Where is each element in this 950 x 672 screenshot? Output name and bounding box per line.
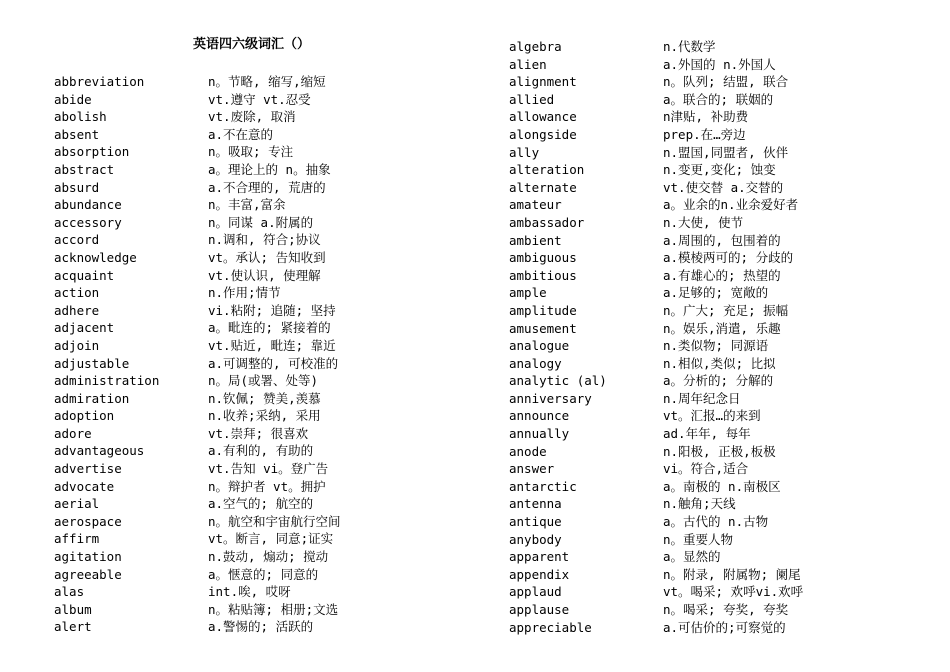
entry-word: absurd <box>54 179 100 195</box>
vocabulary-column-right <box>509 38 929 636</box>
entry-definition: vt.遵守 vt.忍受 <box>208 91 311 107</box>
vocabulary-entry <box>509 320 929 338</box>
vocabulary-entry <box>509 443 929 461</box>
entry-definition: n.鼓动, 煽动; 搅动 <box>208 549 329 565</box>
entry-word: abstract <box>54 161 115 177</box>
entry-word: abolish <box>54 109 107 125</box>
entry-definition: n.触角;天线 <box>663 496 736 512</box>
vocabulary-entry <box>509 73 929 91</box>
entry-word: album <box>54 601 92 617</box>
entry-word: appendix <box>509 566 570 582</box>
entry-word: abbreviation <box>54 74 145 89</box>
entry-definition: n.变更,变化; 蚀变 <box>663 162 776 178</box>
entry-definition: vt。断言, 同意;证实 <box>208 531 334 547</box>
entry-definition: a。南极的 n.南极区 <box>663 478 781 494</box>
entry-definition: a.外国的 n.外国人 <box>663 56 776 72</box>
entry-word: adhere <box>54 302 100 318</box>
entry-definition: a.不合理的, 荒唐的 <box>208 179 326 195</box>
vocabulary-entry <box>509 566 929 584</box>
entry-word: abide <box>54 91 92 107</box>
entry-word: amplitude <box>509 302 577 318</box>
entry-definition: vt。汇报…的来到 <box>663 408 761 424</box>
entry-definition: n.收养;采纳, 采用 <box>208 408 321 424</box>
entry-word: analogy <box>509 355 562 371</box>
vocabulary-entry <box>54 267 474 285</box>
entry-definition: a。分析的; 分解的 <box>663 373 774 389</box>
entry-word: alert <box>54 619 92 635</box>
vocabulary-entry <box>54 214 474 232</box>
entry-word: allied <box>509 91 555 107</box>
entry-definition: n.相似,类似; 比拟 <box>663 355 776 371</box>
entry-definition: n.钦佩; 赞美,羡慕 <box>208 390 321 406</box>
vocabulary-entry <box>54 73 474 91</box>
entry-word: acquaint <box>54 267 115 283</box>
vocabulary-entry <box>509 478 929 496</box>
vocabulary-entry <box>509 425 929 443</box>
vocabulary-entry <box>54 601 474 619</box>
vocabulary-entry <box>509 232 929 250</box>
entry-definition: n。节略, 缩写,缩短 <box>208 74 326 89</box>
entry-definition: vt.告知 vi。登广告 <box>208 461 329 477</box>
vocabulary-entry <box>54 231 474 249</box>
vocabulary-entry <box>54 179 474 197</box>
vocabulary-entry <box>54 143 474 161</box>
entry-word: algebra <box>509 39 562 54</box>
vocabulary-entry <box>54 108 474 126</box>
entry-definition: vt.崇拜; 很喜欢 <box>208 425 309 441</box>
vocabulary-entry <box>54 618 474 636</box>
entry-word: abundance <box>54 197 122 213</box>
entry-word: admiration <box>54 390 130 406</box>
entry-definition: a.周围的, 包围着的 <box>663 232 781 248</box>
entry-definition: n。娱乐,消遣, 乐趣 <box>663 320 781 336</box>
entry-definition: vt.使交替 a.交替的 <box>663 179 784 195</box>
entry-word: affirm <box>54 531 100 547</box>
vocabulary-entry <box>54 126 474 144</box>
entry-word: alien <box>509 56 547 72</box>
entry-word: applause <box>509 602 570 617</box>
entry-definition: n。附录, 附属物; 阑尾 <box>663 566 801 582</box>
vocabulary-entry <box>509 126 929 144</box>
vocabulary-column-left <box>54 73 474 636</box>
entry-definition: a。古代的 n.古物 <box>663 514 769 530</box>
entry-definition: n.作用;情节 <box>208 285 281 301</box>
vocabulary-entry <box>509 302 929 320</box>
entry-word: absorption <box>54 144 130 160</box>
vocabulary-entry <box>509 284 929 302</box>
entry-word: adjacent <box>54 320 115 336</box>
entry-definition: n.大使, 使节 <box>663 214 744 230</box>
entry-word: adjustable <box>54 355 130 371</box>
entry-definition: n。航空和宇宙航行空间 <box>208 513 341 529</box>
vocabulary-entry <box>509 337 929 355</box>
entry-word: action <box>54 285 100 301</box>
entry-definition: n。广大; 充足; 振幅 <box>663 302 789 318</box>
entry-definition: n.周年纪念日 <box>663 390 741 406</box>
entry-definition: vi.粘附; 追随; 坚持 <box>208 302 336 318</box>
entry-definition: n。辩护者 vt。拥护 <box>208 478 326 494</box>
vocabulary-entry <box>54 513 474 531</box>
entry-word: anniversary <box>509 390 592 406</box>
entry-definition: vt。承认; 告知收到 <box>208 249 326 265</box>
entry-word: accessory <box>54 214 122 230</box>
vocabulary-entry <box>509 214 929 232</box>
entry-definition: vt.废除, 取消 <box>208 109 296 125</box>
entry-word: allowance <box>509 109 577 125</box>
entry-word: adjoin <box>54 337 100 353</box>
vocabulary-entry <box>509 38 929 56</box>
entry-word: antarctic <box>509 478 577 494</box>
entry-word: accord <box>54 232 100 248</box>
entry-definition: vi。符合,适合 <box>663 461 749 477</box>
entry-word: ambient <box>509 232 562 248</box>
entry-word: anode <box>509 443 547 459</box>
entry-definition: a.不在意的 <box>208 126 274 142</box>
vocabulary-entry <box>509 407 929 425</box>
entry-definition: a.有雄心的; 热望的 <box>663 267 781 283</box>
entry-word: applaud <box>509 584 562 600</box>
entry-definition: n.调和, 符合;协议 <box>208 232 321 248</box>
vocabulary-entry <box>509 390 929 408</box>
entry-word: absent <box>54 126 100 142</box>
entry-definition: a.可调整的, 可校准的 <box>208 355 339 371</box>
vocabulary-entry <box>54 478 474 496</box>
vocabulary-entry <box>54 196 474 214</box>
vocabulary-entry <box>509 495 929 513</box>
entry-definition: n.代数学 <box>663 39 716 54</box>
entry-definition: a.空气的; 航空的 <box>208 496 314 512</box>
entry-word: aerial <box>54 496 100 512</box>
page-title: 英语四六级词汇（） <box>193 37 311 52</box>
entry-definition: vt.使认识, 使理解 <box>208 267 321 283</box>
entry-word: amusement <box>509 320 577 336</box>
vocabulary-entry <box>54 530 474 548</box>
vocabulary-entry <box>509 108 929 126</box>
vocabulary-entry <box>54 91 474 109</box>
entry-word: agitation <box>54 549 122 565</box>
entry-word: ally <box>509 144 540 160</box>
entry-word: annually <box>509 426 570 442</box>
vocabulary-entry <box>54 407 474 425</box>
vocabulary-entry <box>54 249 474 267</box>
entry-definition: a.模棱两可的; 分歧的 <box>663 250 794 266</box>
entry-word: analogue <box>509 338 570 354</box>
entry-definition: n。粘贴簿; 相册;文选 <box>208 601 339 617</box>
entry-word: agreeable <box>54 566 122 582</box>
entry-definition: n.盟国,同盟者, 伙伴 <box>663 144 789 160</box>
vocabulary-entry <box>54 372 474 390</box>
entry-definition: a。毗连的; 紧接着的 <box>208 320 331 336</box>
vocabulary-entry <box>509 513 929 531</box>
entry-word: alteration <box>509 162 585 178</box>
vocabulary-entry <box>509 179 929 197</box>
entry-definition: n。重要人物 <box>663 531 734 547</box>
entry-definition: vt。喝采; 欢呼vi.欢呼 <box>663 584 804 600</box>
vocabulary-entry <box>54 302 474 320</box>
entry-word: advantageous <box>54 443 145 459</box>
entry-definition: a。理论上的 n。抽象 <box>208 161 331 177</box>
vocabulary-entry <box>509 56 929 74</box>
entry-definition: a。业余的n.业余爱好者 <box>663 197 799 213</box>
entry-word: anybody <box>509 531 562 547</box>
entry-definition: int.唉, 哎呀 <box>208 584 291 600</box>
entry-definition: a。显然的 <box>663 549 721 565</box>
entry-word: alignment <box>509 74 577 90</box>
entry-definition: a.有利的, 有助的 <box>208 443 314 459</box>
entry-definition: a.警惕的; 活跃的 <box>208 619 314 635</box>
entry-word: ambiguous <box>509 250 577 266</box>
entry-word: ambassador <box>509 214 585 230</box>
entry-word: acknowledge <box>54 249 137 265</box>
entry-definition: n。局(或署、处等) <box>208 373 319 389</box>
entry-definition: n津贴, 补助费 <box>663 109 749 125</box>
entry-word: ambitious <box>509 267 577 283</box>
entry-definition: a。联合的; 联姻的 <box>663 91 774 107</box>
vocabulary-entry <box>509 249 929 267</box>
entry-word: answer <box>509 461 555 477</box>
entry-definition: a.足够的; 宽敞的 <box>663 285 769 301</box>
entry-word: antenna <box>509 496 562 512</box>
entry-word: amateur <box>509 197 562 213</box>
vocabulary-entry <box>509 144 929 162</box>
entry-definition: vt.贴近, 毗连; 靠近 <box>208 337 336 353</box>
entry-word: adoption <box>54 408 115 424</box>
entry-word: appreciable <box>509 619 592 635</box>
entry-word: administration <box>54 373 160 389</box>
vocabulary-entry <box>509 548 929 566</box>
entry-definition: n。吸取; 专注 <box>208 144 294 160</box>
entry-word: alongside <box>509 126 577 142</box>
vocabulary-entry <box>509 372 929 390</box>
entry-definition: ad.年年, 每年 <box>663 426 751 442</box>
vocabulary-entry <box>54 583 474 601</box>
vocabulary-entry <box>54 390 474 408</box>
vocabulary-entry <box>54 548 474 566</box>
entry-word: alternate <box>509 179 577 195</box>
vocabulary-entry <box>54 425 474 443</box>
vocabulary-entry <box>509 267 929 285</box>
vocabulary-entry <box>54 284 474 302</box>
entry-definition: n。喝采; 夸奖, 夸奖 <box>663 602 789 617</box>
vocabulary-entry <box>509 531 929 549</box>
entry-definition: n。丰富,富余 <box>208 197 286 213</box>
vocabulary-entry <box>54 161 474 179</box>
vocabulary-entry <box>54 495 474 513</box>
entry-word: alas <box>54 584 85 600</box>
entry-definition: n。队列; 结盟, 联合 <box>663 74 789 90</box>
vocabulary-entry <box>509 583 929 601</box>
entry-word: analytic (al) <box>509 373 607 389</box>
entry-word: announce <box>509 408 570 424</box>
entry-definition: prep.在…旁边 <box>663 126 746 142</box>
vocabulary-entry <box>509 91 929 109</box>
entry-word: advertise <box>54 461 122 477</box>
vocabulary-entry <box>509 196 929 214</box>
entry-definition: a。惬意的; 同意的 <box>208 566 319 582</box>
entry-word: antique <box>509 514 562 530</box>
entry-word: apparent <box>509 549 570 565</box>
vocabulary-entry <box>54 566 474 584</box>
entry-word: advocate <box>54 478 115 494</box>
entry-definition: a.可估价的;可察觉的 <box>663 619 786 635</box>
entry-definition: n.类似物; 同源语 <box>663 338 769 354</box>
vocabulary-entry <box>509 161 929 179</box>
entry-definition: n.阳极, 正极,板极 <box>663 443 776 459</box>
entry-word: ample <box>509 285 547 301</box>
vocabulary-entry <box>509 601 929 619</box>
vocabulary-entry <box>509 619 929 637</box>
vocabulary-entry <box>54 319 474 337</box>
entry-word: adore <box>54 425 92 441</box>
vocabulary-entry <box>54 460 474 478</box>
entry-word: aerospace <box>54 513 122 529</box>
vocabulary-entry <box>509 460 929 478</box>
vocabulary-entry <box>54 442 474 460</box>
entry-definition: n。同谋 a.附属的 <box>208 214 314 230</box>
vocabulary-entry <box>54 355 474 373</box>
vocabulary-entry <box>54 337 474 355</box>
vocabulary-entry <box>509 355 929 373</box>
